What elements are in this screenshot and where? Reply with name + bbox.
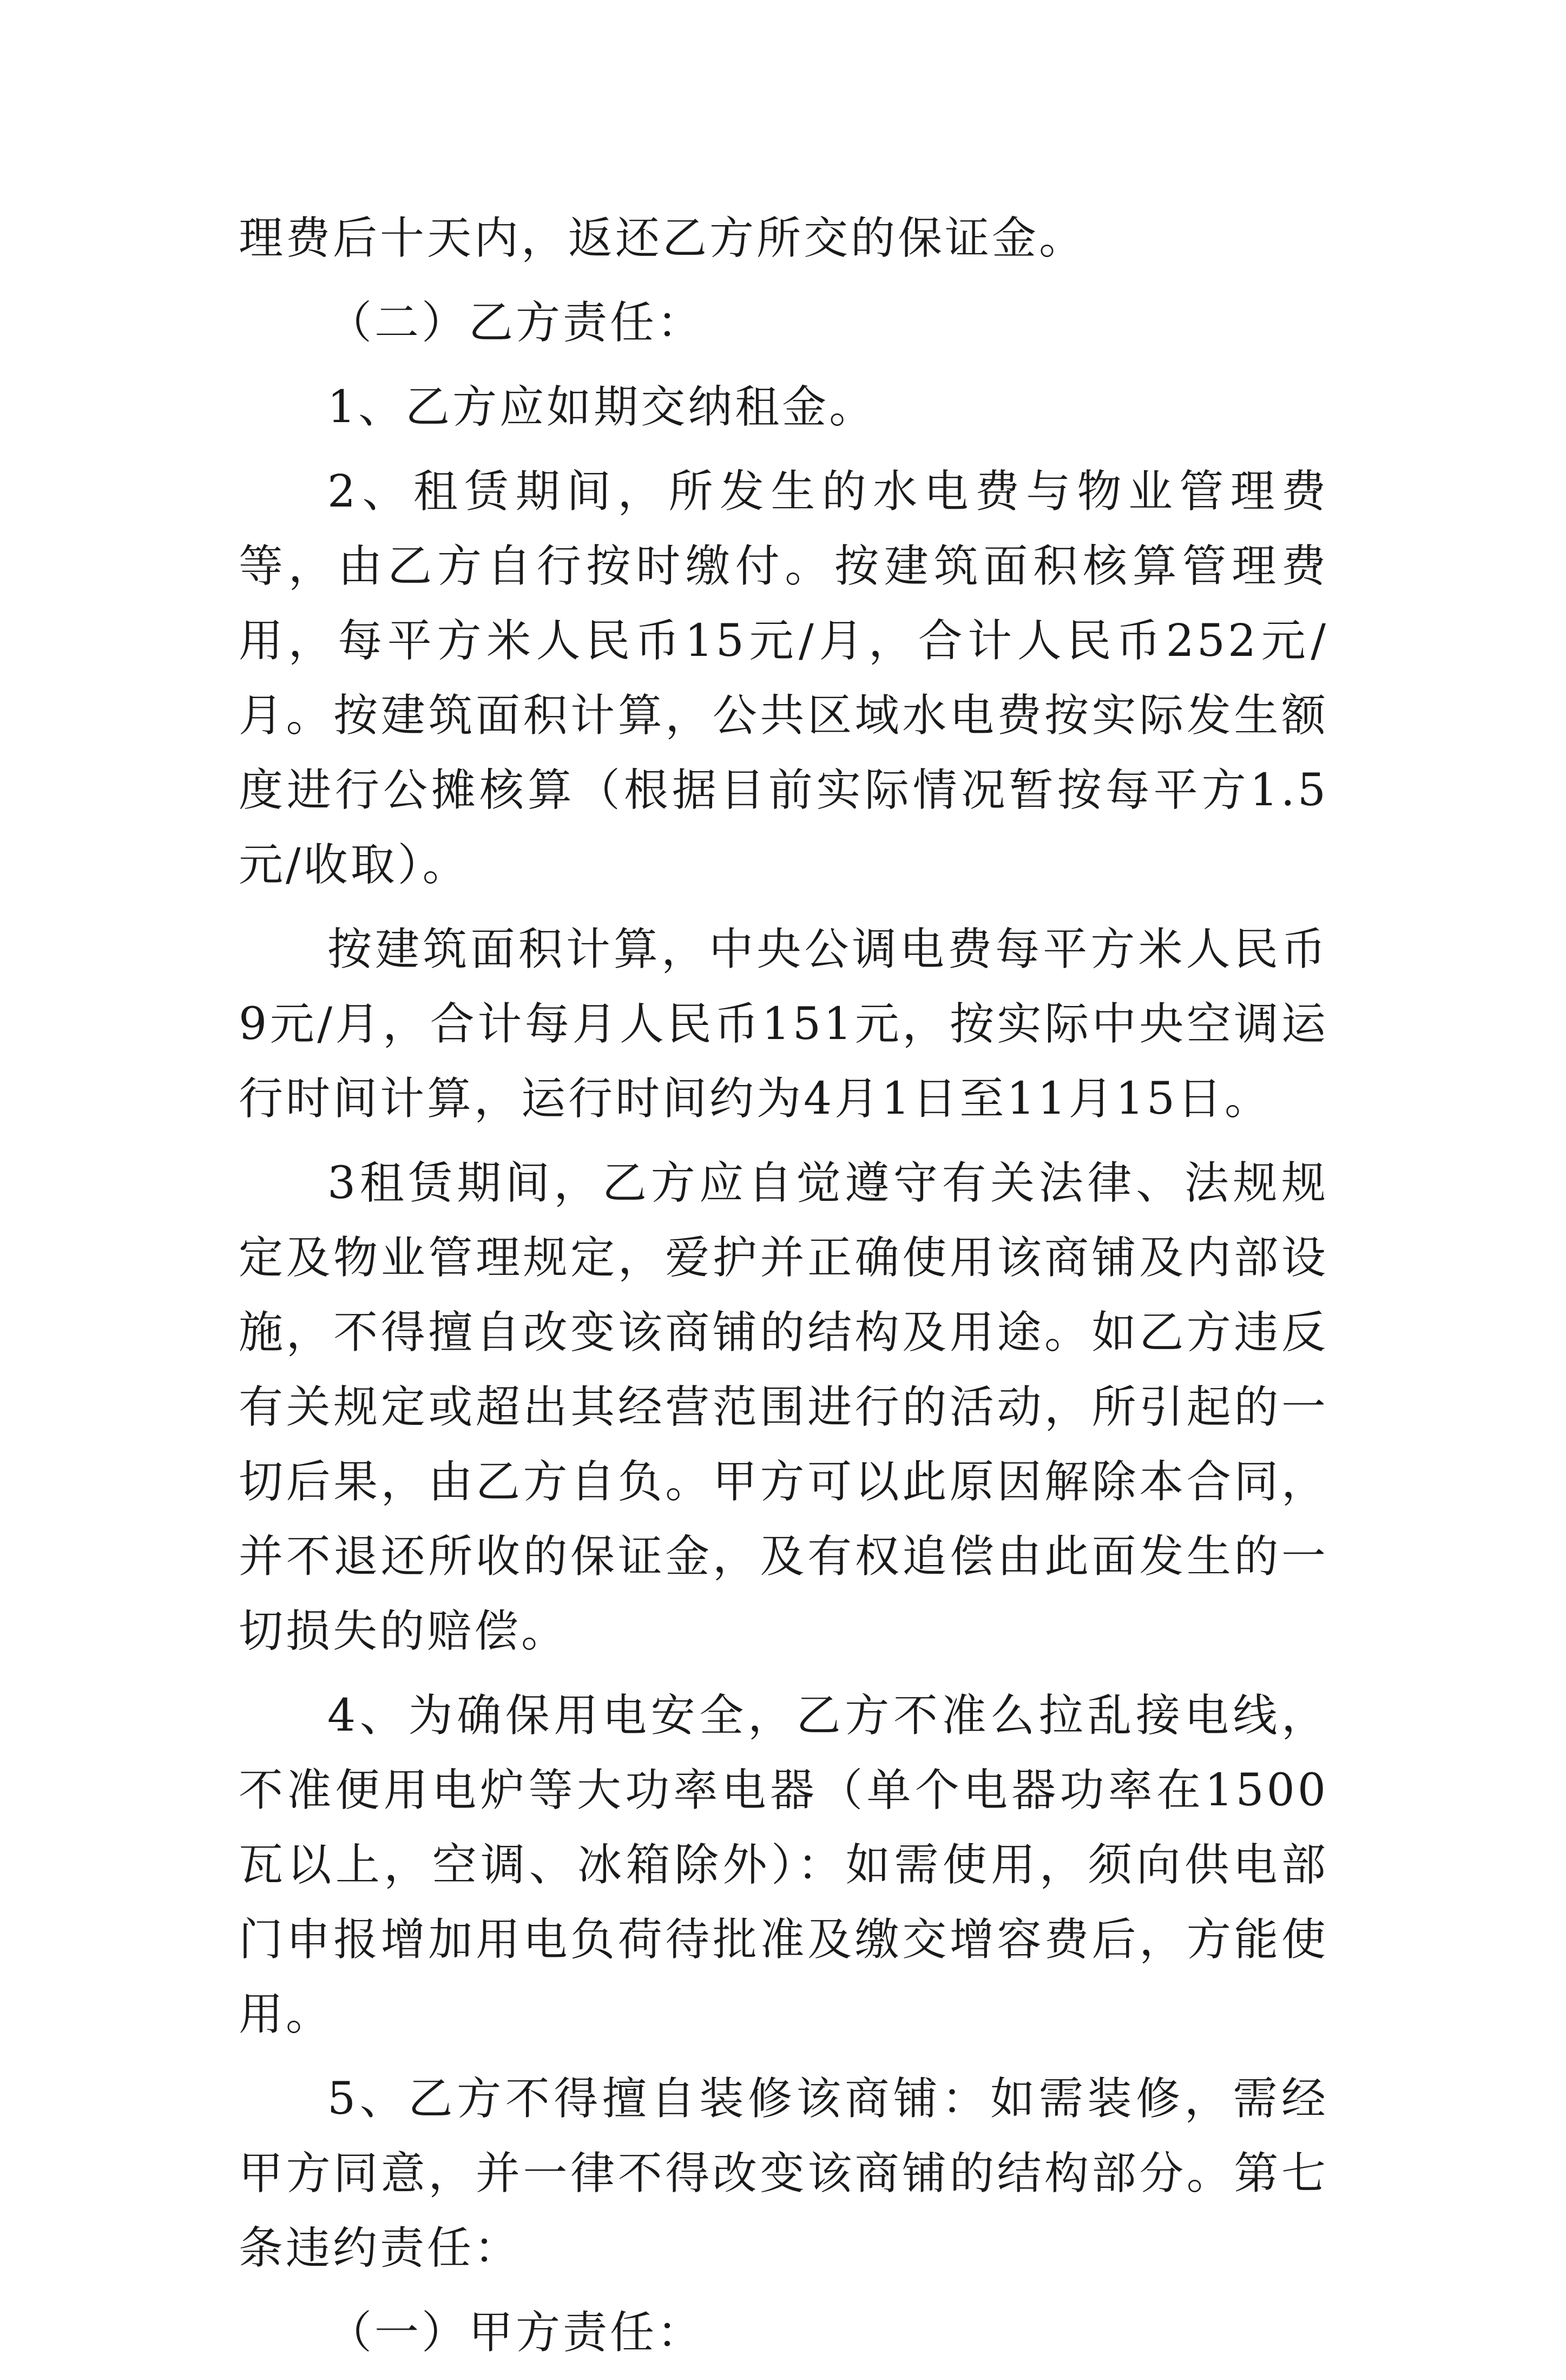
section-heading-party-a: （一）甲方责任： [327, 2307, 705, 2358]
clause-2-fees: 2、租赁期间，所发生的水电费与物业管理费等，由乙方自行按时缴付。按建筑面积核算管理费用，每平方米人民币15元/月，合计人民币252元/月。按建筑面积计算，公共区域水电费按实际发生额度进行公摊核算（根据目前实际情况暂按每平方1.5元/收取）。 [239, 466, 1328, 891]
clause-5-renovation: 5、乙方不得擅自装修该商铺：如需装修，需经甲方同意，并一律不得改变该商铺的结构部分。第七条违约责任： [239, 2073, 1328, 2274]
clause-2-aircon: 按建筑面积计算，中央公调电费每平方米人民币9元/月，合计每月人民币151元，按实际中央空调运行时间计算，运行时间约为4月1日至11月15日。 [239, 924, 1328, 1125]
clause-4-electricity: 4、为确保用电安全，乙方不准么拉乱接电线，不准便用电炉等大功率电器（单个电器功率在1500瓦以上，空调、冰箱除外）：如需使用，须向供电部门申报增加用电负荷待批准及缴交增容费后，方能使用。 [239, 1690, 1328, 2040]
section-heading-party-b: （二）乙方责任： [327, 297, 705, 349]
document-body [239, 201, 1328, 2380]
clause-1-rent: 1、乙方应如期交纳租金。 [327, 382, 877, 433]
paragraph-deposit-return: 理费后十天内，返还乙方所交的保证金。 [239, 213, 1087, 264]
clause-3-rules: 3租赁期间，乙方应自觉遵守有关法律、法规规定及物业管理规定，爱护并正确使用该商铺及内部设施，不得擅自改变该商铺的结构及用途。如乙方违反有关规定或超出其经营范围进行的活动，所引起的一切后果，由乙方自负。甲方可以此原因解除本合同，并不退还所收的保证金，及有权追偿由此面发生的一切损失的赔偿。 [239, 1158, 1328, 1657]
